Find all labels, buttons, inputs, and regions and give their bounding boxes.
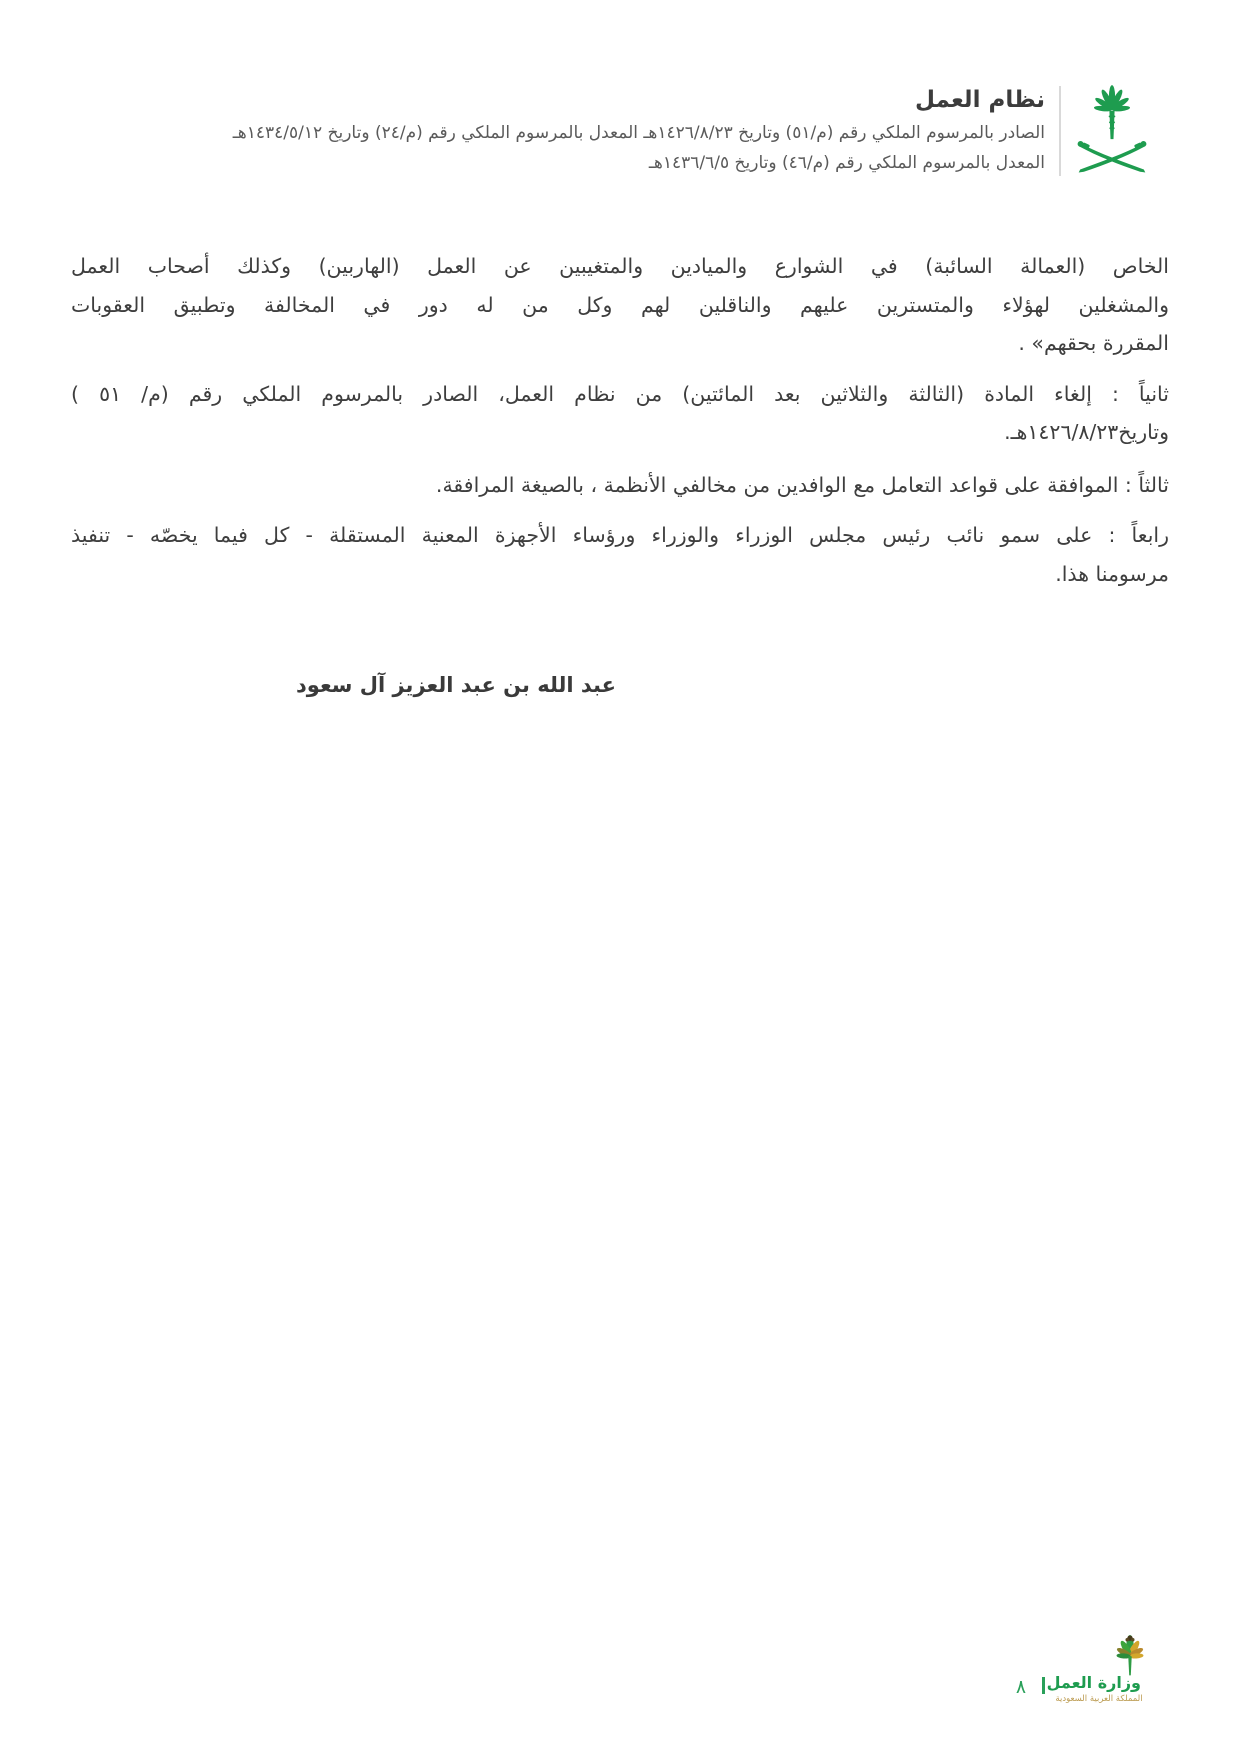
signature-text: عبد الله بن عبد العزيز آل سعود: [296, 673, 616, 697]
decree-reference-line-1: الصادر بالمرسوم الملكي رقم (م/٥١) وتاريخ ١٤٢٦/٨/٢٣هـ المعدل بالمرسوم الملكي رقم (م/٢٤) وتاريخ ١٤٣٤/٥/١٢هـ: [232, 123, 1045, 143]
paragraph-fourth-clause: [71, 516, 1169, 593]
saudi-emblem-icon: [1075, 84, 1149, 178]
document-header: [233, 84, 1149, 178]
decree-reference-line-2: المعدل بالمرسوم الملكي رقم (م/٤٦) وتاريخ ١٤٣٦/٦/٥هـ: [648, 153, 1045, 173]
document-line: ثالثاً : الموافقة على قواعد التعامل مع الوافدين من مخالفي الأنظمة ، بالصيغة المرافقة.: [435, 472, 1169, 497]
paragraph-continuation: [71, 247, 1169, 363]
document-line: والمشغلين لهؤلاء والمتسترين عليهم والناقلين لهم وكل من له دور في المخالفة وتطبيق العقوبات: [71, 292, 1169, 317]
document-line: المقررة بحقهم» .: [1018, 331, 1169, 355]
paragraph-second-clause: [71, 375, 1169, 452]
ministry-logo-palm-icon: [1106, 1631, 1154, 1677]
ministry-name: وزارة العمل: [1046, 1673, 1141, 1692]
document-line: رابعاً : على سمو نائب رئيس مجلس الوزراء والوزراء ورؤساء الأجهزة المعنية المستقلة - كل فيما يخصّه - تنفيذ: [71, 523, 1169, 547]
document-line: الخاص (العمالة السائبة) في الشوارع والميادين والمتغيبين عن العمل (الهاربين) وكذلك أصحاب العمل: [71, 254, 1169, 278]
header-divider: [1059, 86, 1061, 176]
document-line: وتاريخ١٤٢٦/٨/٢٣هـ.: [1004, 420, 1169, 444]
header-text-block: [233, 84, 1045, 178]
document-line: ثانياً : إلغاء المادة (الثالثة والثلاثين بعد المائتين) من نظام العمل، الصادر بالمرسوم الملكي رقم (م/ ٥١ ): [71, 381, 1170, 406]
paragraph-third-clause: [71, 466, 1169, 505]
page-number: ٨: [1015, 1676, 1027, 1698]
document-line: مرسومنا هذا.: [1055, 561, 1169, 586]
decree-body: [71, 247, 1169, 605]
document-title: نظام العمل: [915, 87, 1045, 113]
page-number-divider: [1042, 1677, 1045, 1694]
ministry-subtitle: المملكة العربية السعودية: [1055, 1694, 1143, 1704]
